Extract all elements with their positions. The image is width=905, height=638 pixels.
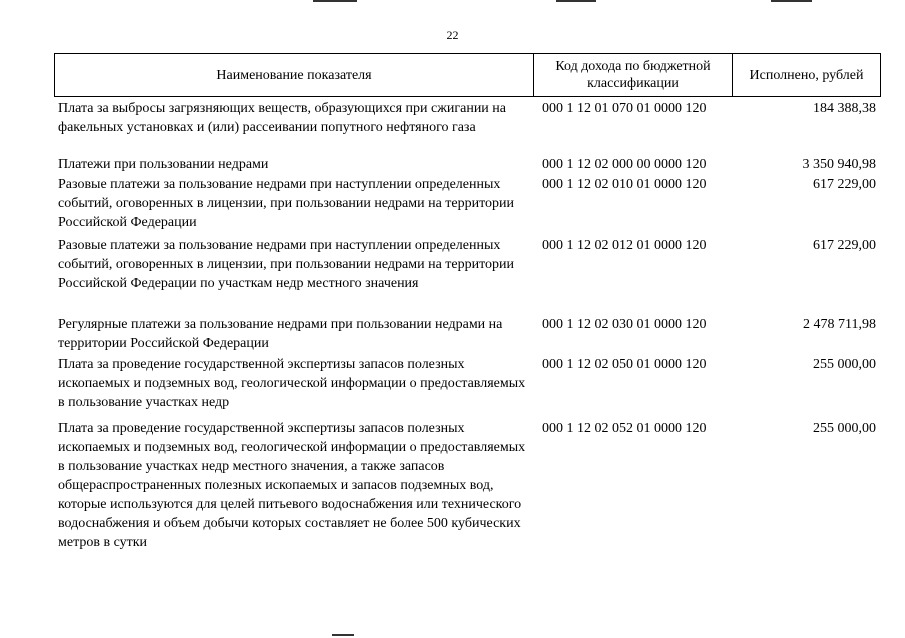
row-code: 000 1 12 02 000 00 0000 120 [542, 157, 707, 172]
header-indicator-name: Наименование показателя [55, 54, 534, 96]
row-amount: 617 229,00 [813, 238, 876, 253]
table-row [58, 236, 880, 315]
table-row [58, 175, 880, 236]
header-income-code: Код дохода по бюджетной классификации [534, 54, 733, 96]
table-header [54, 53, 881, 97]
scan-mark-bottom [332, 634, 354, 636]
row-name: Регулярные платежи за пользование недрами при пользовании недрами на территории Российской Федерации [58, 317, 503, 351]
row-amount: 2 478 711,98 [803, 317, 876, 332]
scan-mark-top-left [313, 0, 357, 2]
table-row [58, 355, 880, 419]
row-code: 000 1 12 02 010 01 0000 120 [542, 177, 707, 192]
row-name: Плата за проведение государственной экспертизы запасов полезных ископаемых и подземных вод, геологической информации о предоставляемых в пользование участках недр местного значения, а также запасов общераспространенных полезных ископаемых и запасов подземных вод, которые используются для целей питьевого водоснабжения или технического водоснабжения и объем добычи которых составляет не более 500 кубических метров в сутки [58, 421, 526, 550]
row-code: 000 1 12 02 052 01 0000 120 [542, 421, 707, 436]
page-number: 22 [446, 28, 459, 42]
row-code: 000 1 12 02 012 01 0000 120 [542, 238, 707, 253]
row-name: Плата за проведение государственной экспертизы запасов полезных ископаемых и подземных вод, геологической информации о предоставляемых в пользование участках недр [58, 357, 526, 410]
scan-mark-top-right [771, 0, 812, 2]
table-row [58, 155, 880, 175]
row-amount: 184 388,38 [813, 101, 876, 116]
row-code: 000 1 12 02 050 01 0000 120 [542, 357, 707, 372]
table-body [58, 99, 880, 549]
row-amount: 255 000,00 [813, 357, 876, 372]
table-row [58, 99, 880, 155]
header-executed: Исполнено, рублей [749, 67, 864, 83]
table-row [58, 315, 880, 355]
row-name: Платежи при пользовании недрами [58, 157, 269, 172]
row-code: 000 1 12 02 030 01 0000 120 [542, 317, 707, 332]
row-amount: 3 350 940,98 [802, 157, 876, 172]
row-name: Разовые платежи за пользование недрами при наступлении определенных событий, оговоренных в лицензии, при пользовании недрами на территории Российской Федерации по участкам недр местного значения [58, 238, 515, 291]
row-name: Плата за выбросы загрязняющих веществ, образующихся при сжигании на факельных установках и (или) рассеивании попутного нефтяного газа [58, 101, 507, 135]
row-amount: 255 000,00 [813, 421, 876, 436]
scan-mark-top-center [556, 0, 596, 2]
table-row [58, 419, 880, 549]
row-amount: 617 229,00 [813, 177, 876, 192]
row-code: 000 1 12 01 070 01 0000 120 [542, 101, 707, 116]
row-name: Разовые платежи за пользование недрами при наступлении определенных событий, оговоренных в лицензии, при пользовании недрами на территории Российской Федерации [58, 177, 515, 230]
